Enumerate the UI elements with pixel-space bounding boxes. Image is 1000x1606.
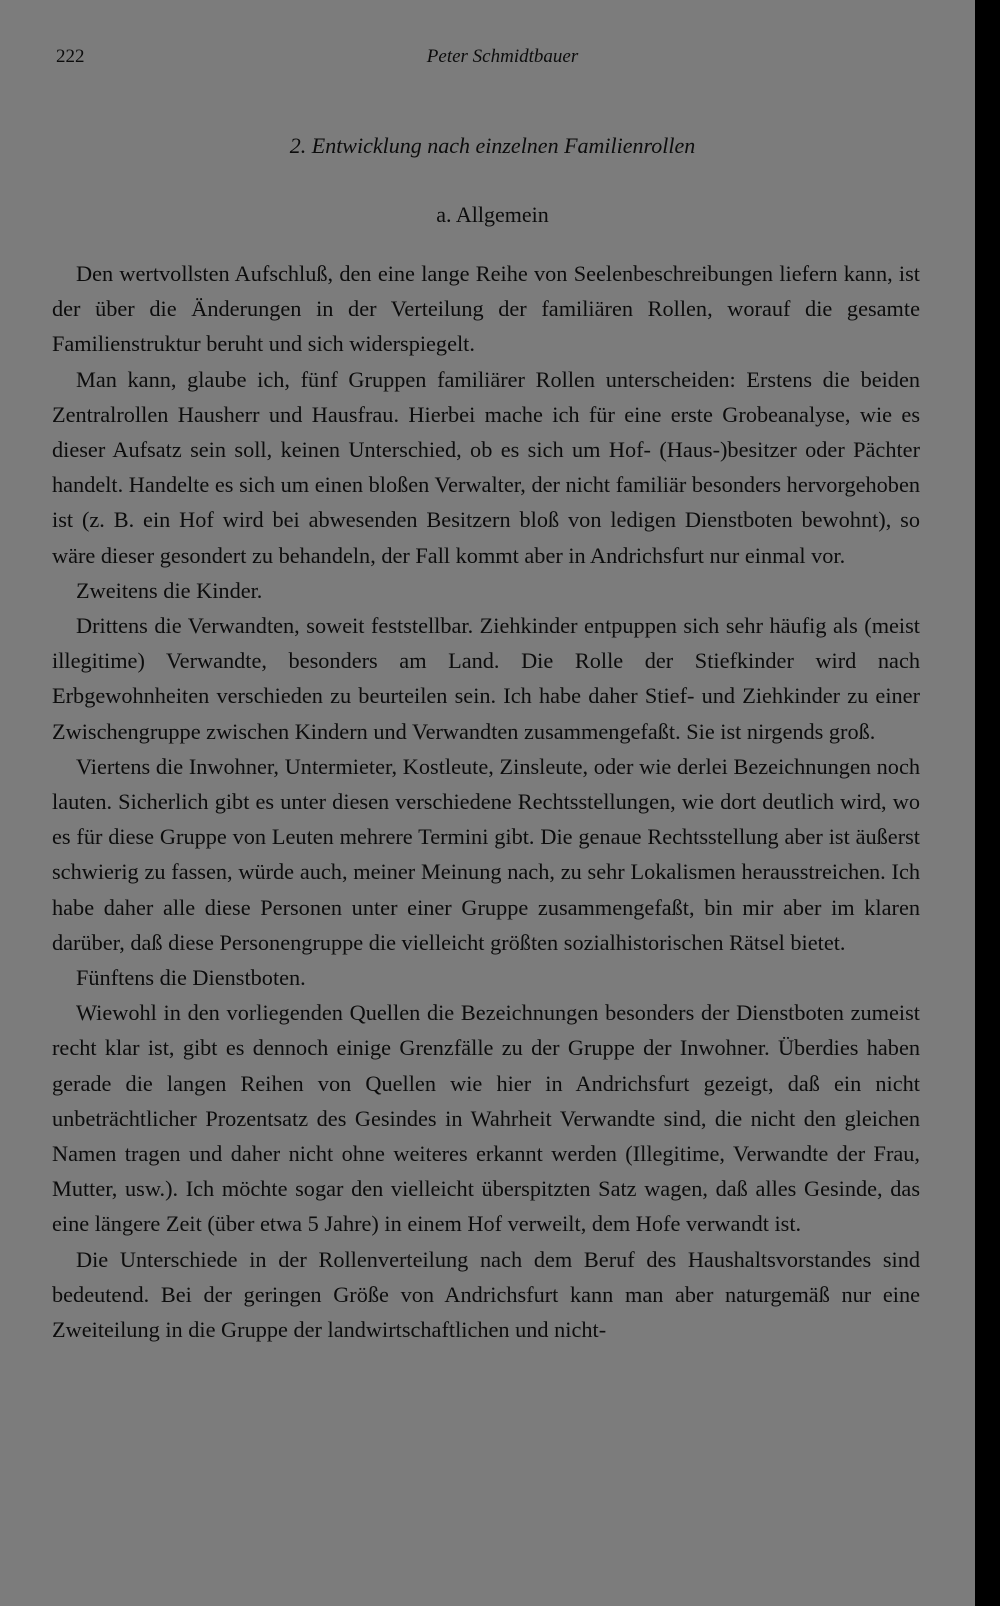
paragraph: Viertens die Inwohner, Untermieter, Kostleute, Zinsleute, oder wie derlei Bezeichnungen noch lauten. Sicherlich gibt es unter diesen verschiedene Rechtsstellungen, wie dort deutlich wird, wo es für diese Gruppe von Leuten mehrere Termini gibt. Die genaue Rechtsstellung aber ist äußerst schwierig zu fassen, würde auch, meiner Meinung nach, zu sehr Lokalismen herausstreichen. Ich habe daher alle diese Personen unter einer Gruppe zusammengefaßt, bin mir aber im klaren darüber, daß diese Personengruppe die vielleicht größten sozialhistorischen Rätsel bietet. bbox=[52, 753, 920, 955]
paragraph: Die Unterschiede in der Rollenverteilung nach dem Beruf des Haushaltsvorstandes sind bedeutend. Bei der geringen Größe von Andrichsfurt kann man aber naturgemäß nur eine Zweiteilung in die Gruppe der landwirtschaftlichen und nicht- bbox=[52, 1246, 920, 1343]
page-number: 222 bbox=[56, 46, 85, 67]
subsection-title: a. Allgemein bbox=[436, 202, 549, 227]
running-head-author: Peter Schmidtbauer bbox=[426, 46, 579, 67]
body-text bbox=[52, 256, 920, 1347]
section-title: 2. Entwicklung nach einzelnen Familienrollen bbox=[289, 133, 696, 158]
paragraph: Den wertvollsten Aufschluß, den eine lange Reihe von Seelenbeschreibungen liefern kann, ist der über die Änderungen in der Verteilung der familiären Rollen, worauf die gesamte Familienstruktur beruht und sich widerspiegelt. bbox=[52, 261, 920, 357]
paragraph: Drittens die Verwandten, soweit feststellbar. Ziehkinder entpuppen sich sehr häufig als (meist illegitime) Verwandte, besonders am Land. Die Rolle der Stiefkinder wird nach Erbgewohnheiten verschieden zu beurteilen sein. Ich habe daher Stief- und Ziehkinder zu einer Zwischengruppe zwischen Kindern und Verwandten zusammengefaßt. Sie ist nirgends groß. bbox=[52, 613, 920, 744]
paragraph: Fünftens die Dienstboten. bbox=[76, 965, 306, 991]
running-head bbox=[56, 46, 919, 76]
paragraph: Man kann, glaube ich, fünf Gruppen familiärer Rollen unterscheiden: Erstens die beiden Zentralrollen Hausherr und Hausfrau. Hierbei mache ich für eine erste Grobeanalyse, wie es dieser Aufsatz sein soll, keinen Unterschied, ob es sich um Hof- (Haus-)besitzer oder Pächter handelt. Handelte es sich um einen bloßen Verwalter, der nicht familiär besonders hervorgehoben ist (z. B. ein Hof wird bei abwesenden Besitzern bloß von ledigen Dienstboten bewohnt), so wäre dieser gesondert zu behandeln, der Fall kommt aber in Andrichsfurt nur einmal vor. bbox=[52, 366, 920, 568]
paragraph: Zweitens die Kinder. bbox=[76, 577, 263, 603]
paragraph: Wiewohl in den vorliegenden Quellen die Bezeichnungen besonders der Dienstboten zumeist recht klar ist, gibt es dennoch einige Grenzfälle zu der Gruppe der Inwohner. Überdies haben gerade die langen Reihen von Quellen wie hier in Andrichsfurt gezeigt, daß ein nicht unbeträchtlicher Prozentsatz des Gesindes in Wahrheit Verwandte sind, die nicht den gleichen Namen tragen und daher nicht ohne weiteres erkannt werden (Illegitime, Verwandte der Frau, Mutter, usw.). Ich möchte sogar den vielleicht überspitzten Satz wagen, daß alles Gesinde, das eine längere Zeit (über etwa 5 Jahre) in einem Hof verweilt, dem Hofe verwandt ist. bbox=[52, 1000, 920, 1237]
